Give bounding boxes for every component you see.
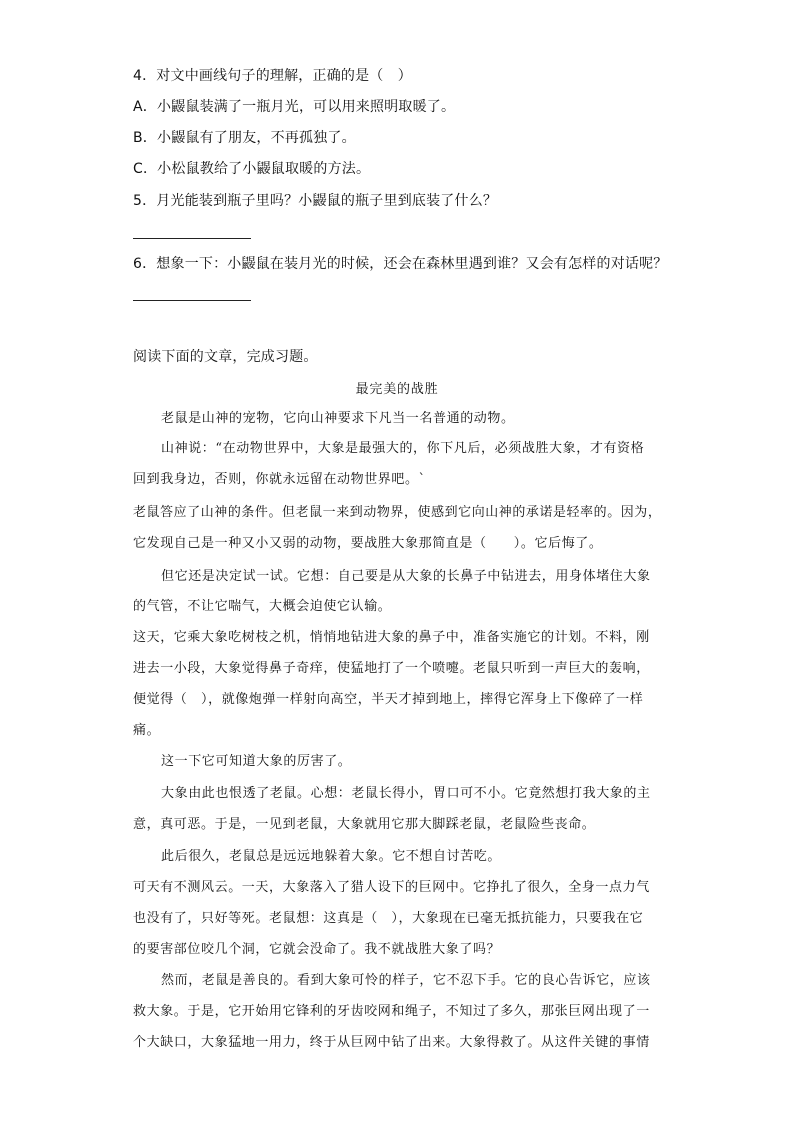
article-line: 此后很久，老鼠总是远远地躲着大象。它不想自讨苦吃。 (161, 849, 502, 864)
question-6-answer-line[interactable] (133, 300, 251, 301)
article-line: 进去一小段，大象觉得鼻子奇痒，使猛地打了一个喷嚏。老鼠只听到一声巨大的轰响， (133, 661, 650, 676)
article-line: 大象由此也恨透了老鼠。心想：老鼠长得小，胃口可不小。它竟然想打我大象的主 (161, 786, 651, 801)
article-line: 便觉得（ ），就像炮弹一样射向高空，半天才掉到地上，摔得它浑身上下像碎了一样 (133, 692, 644, 707)
article-line: 山神说：“在动物世界中，大象是最强大的，你下凡后，必须战胜大象，才有资格 (161, 441, 645, 456)
article-line: 这天，它乘大象吃树枝之机，悄悄地钻进大象的鼻子中，准备实施它的计划。不料，刚 (133, 630, 650, 645)
article-line: 老鼠是山神的宠物，它向山神要求下凡当一名普通的动物。 (161, 411, 515, 426)
article-line: 然而，老鼠是善良的。看到大象可怜的样子，它不忍下手。它的良心告诉它，应该 (161, 973, 651, 988)
article-line: 可天有不测风云。一天，大象落入了猎人设下的巨网中。它挣扎了很久，全身一点力气 (133, 880, 650, 895)
question-4-option-a: A．小鼹鼠装满了一瓶月光，可以用来照明取暖了。 (133, 99, 456, 115)
article-line: 救大象。于是，它开始用它锋利的牙齿咬网和绳子，不知过了多久，那张巨网出现了一 (133, 1004, 650, 1019)
question-6-stem: 6．想象一下：小鼹鼠在装月光的时候，还会在森林里遇到谁？又会有怎样的对话呢？ (133, 256, 668, 272)
article-line: 的气管，不让它喘气，大概会迫使它认输。 (133, 599, 392, 614)
question-5-answer-line[interactable] (133, 238, 251, 239)
article-title: 最完美的战胜 (355, 382, 439, 397)
article-line: 回到我身边，否则，你就永远留在动物世界吧。` (133, 472, 426, 487)
question-4-option-c: C．小松鼠教给了小鼹鼠取暖的方法。 (133, 161, 371, 177)
article-line: 意，真可恶。于是，一见到老鼠，大象就用它那大脚踩老鼠，老鼠险些丧命。 (133, 817, 596, 832)
article-line: 老鼠答应了山神的条件。但老鼠一来到动物界，使感到它向山神的承诺是轻率的。因为， (133, 505, 662, 520)
article-line: 但它还是决定试一试。它想：自己要是从大象的长鼻子中钻进去，用身体堵住大象 (161, 569, 651, 584)
article-line: 它发现自己是一种又小又弱的动物，要战胜大象那简直是（ ）。它后悔了。 (133, 536, 603, 551)
question-5-stem: 5．月光能装到瓶子里吗？小鼹鼠的瓶子里到底装了什么？ (133, 193, 498, 209)
article-line: 这一下它可知道大象的厉害了。 (161, 754, 352, 769)
article-line: 也没有了，只好等死。老鼠想：这真是（ ），大象现在已毫无抵抗能力，只要我在它 (133, 911, 644, 926)
article-line: 的要害部位咬几个洞，它就会没命了。我不就战胜大象了吗？ (133, 942, 501, 957)
article-line: 个大缺口，大象猛地一用力，终于从巨网中钻了出来。大象得救了。从这件关键的事情 (133, 1035, 650, 1050)
question-4-stem: 4．对文中画线句子的理解，正确的是（ ） (133, 68, 412, 84)
article-line: 痛。 (133, 723, 161, 738)
reading-instruction: 阅读下面的文章，完成习题。 (133, 349, 318, 365)
question-4-option-b: B．小鼹鼠有了朋友，不再孤独了。 (133, 130, 356, 146)
